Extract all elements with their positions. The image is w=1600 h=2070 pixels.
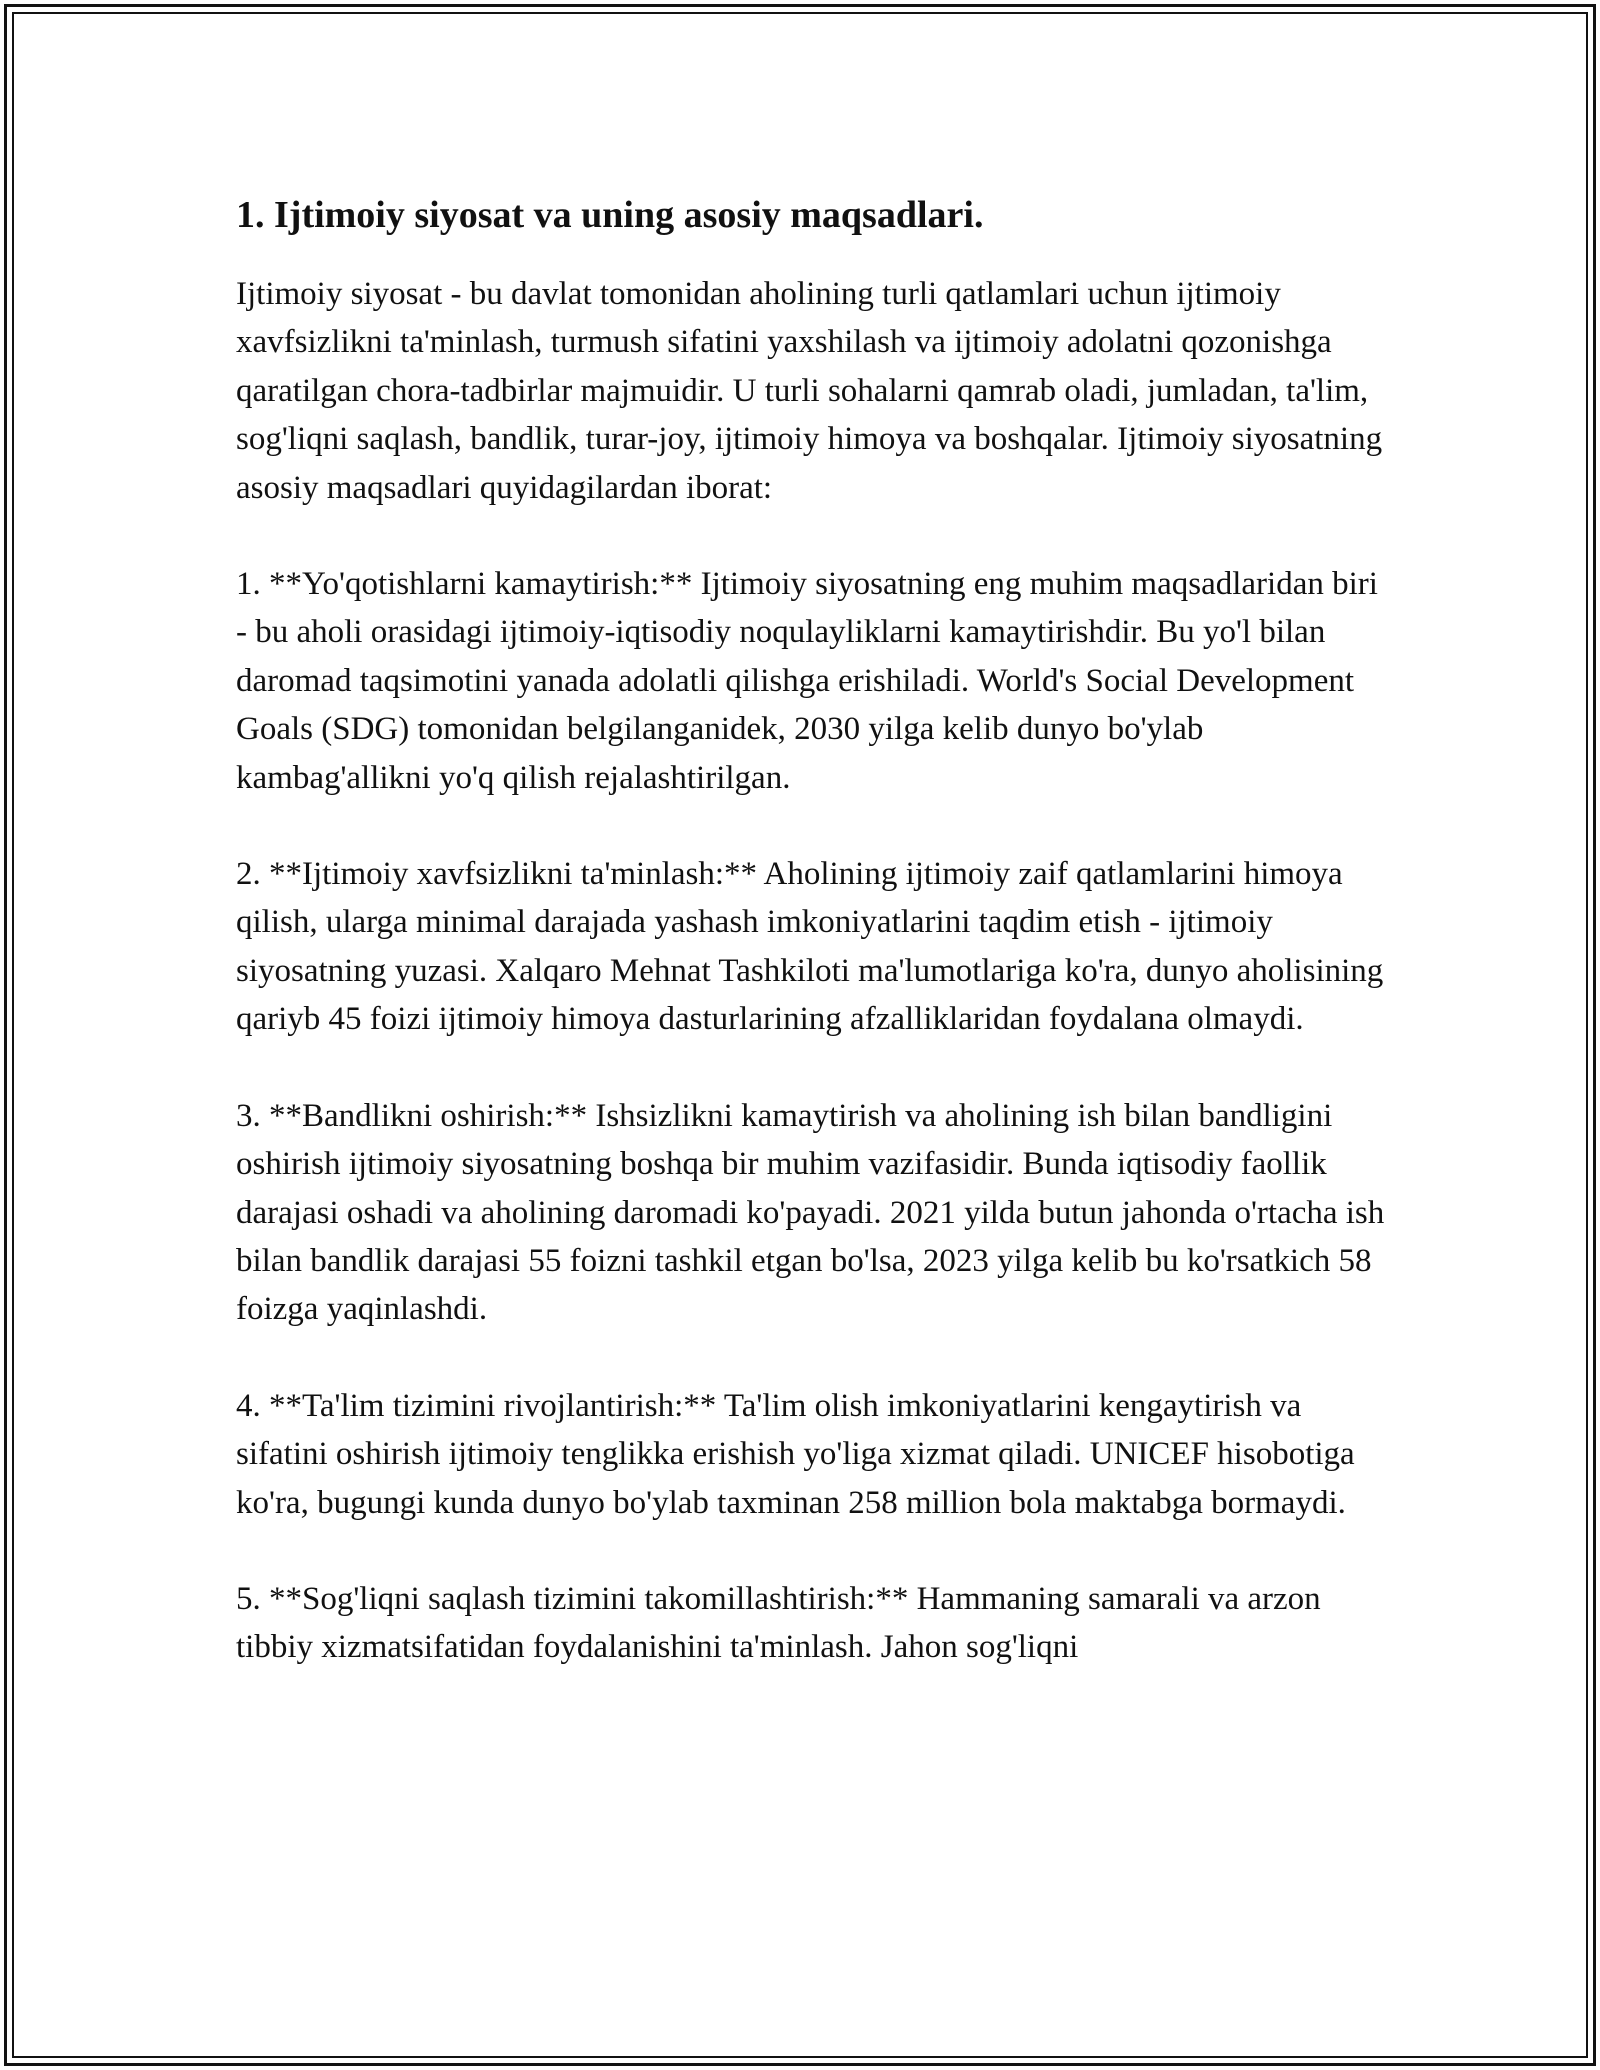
section-heading: 1. Ijtimoiy siyosat va uning asosiy maqsadlari. xyxy=(236,194,984,236)
intro-paragraph: Ijtimoiy siyosat - bu davlat tomonidan aholining turli qatlamlari uchun ijtimoiy xavfsizlikni ta'minlash, turmush sifatini yaxshilash va ijtimoiy adolatni qozonishga qaratilgan chora-tadbirlar majmuidir. U turli sohalarni qamrab oladi, jumladan, ta'lim, sog'liqni saqlash, bandlik, turar-joy, ijtimoiy himoya va boshqalar. Ijtimoiy siyosatning asosiy maqsadlari quyidagilardan iborat: xyxy=(236,276,1383,506)
goal-item-2: 2. **Ijtimoiy xavfsizlikni ta'minlash:** Aholining ijtimoiy zaif qatlamlarini himoya qilish, ularga minimal darajada yashash imkoniyatlarini taqdim etish - ijtimoiy siyosatning yuzasi. Xalqaro Mehnat Tashkiloti ma'lumotlariga ko'ra, dunyo aholisining qariyb 45 foizi ijtimoiy himoya dasturlarining afzalliklaridan foydalana olmaydi. xyxy=(236,856,1384,1038)
goal-item-1: 1. **Yo'qotishlarni kamaytirish:** Ijtimoiy siyosatning eng muhim maqsadlaridan biri - bu aholi orasidagi ijtimoiy-iqtisodiy noqulayliklarni kamaytirishdir. Bu yo'l bilan daromad taqsimotini yanada adolatli qilishga erishiladi. World's Social Development Goals (SDG) tomonidan belgilanganidek, 2030 yilga kelib dunyo bo'ylab kambag'allikni yo'q qilish rejalashtirilgan. xyxy=(236,566,1378,796)
goal-item-4: 4. **Ta'lim tizimini rivojlantirish:** Ta'lim olish imkoniyatlarini kengaytirish va sifatini oshirish ijtimoiy tenglikka erishish yo'liga xizmat qiladi. UNICEF hisobotiga ko'ra, bugungi kunda dunyo bo'ylab taxminan 258 million bola maktabga bormaydi. xyxy=(236,1387,1355,1521)
goal-item-5: 5. **Sog'liqni saqlash tizimini takomillashtirish:** Hammaning samarali va arzon tibbiy xizmatsifatidan foydalanishini ta'minlash. Jahon sog'liqni xyxy=(236,1580,1321,1666)
document-body xyxy=(236,186,1386,1720)
goal-item-3: 3. **Bandlikni oshirish:** Ishsizlikni kamaytirish va aholining ish bilan bandligini oshirish ijtimoiy siyosatning boshqa bir muhim vazifasidir. Bunda iqtisodiy faollik darajasi oshadi va aholining daromadi ko'payadi. 2021 yilda butun jahonda o'rtacha ish bilan bandlik darajasi 55 foizni tashkil etgan bo'lsa, 2023 yilga kelib bu ko'rsatkich 58 foizga yaqinlashdi. xyxy=(236,1097,1385,1328)
